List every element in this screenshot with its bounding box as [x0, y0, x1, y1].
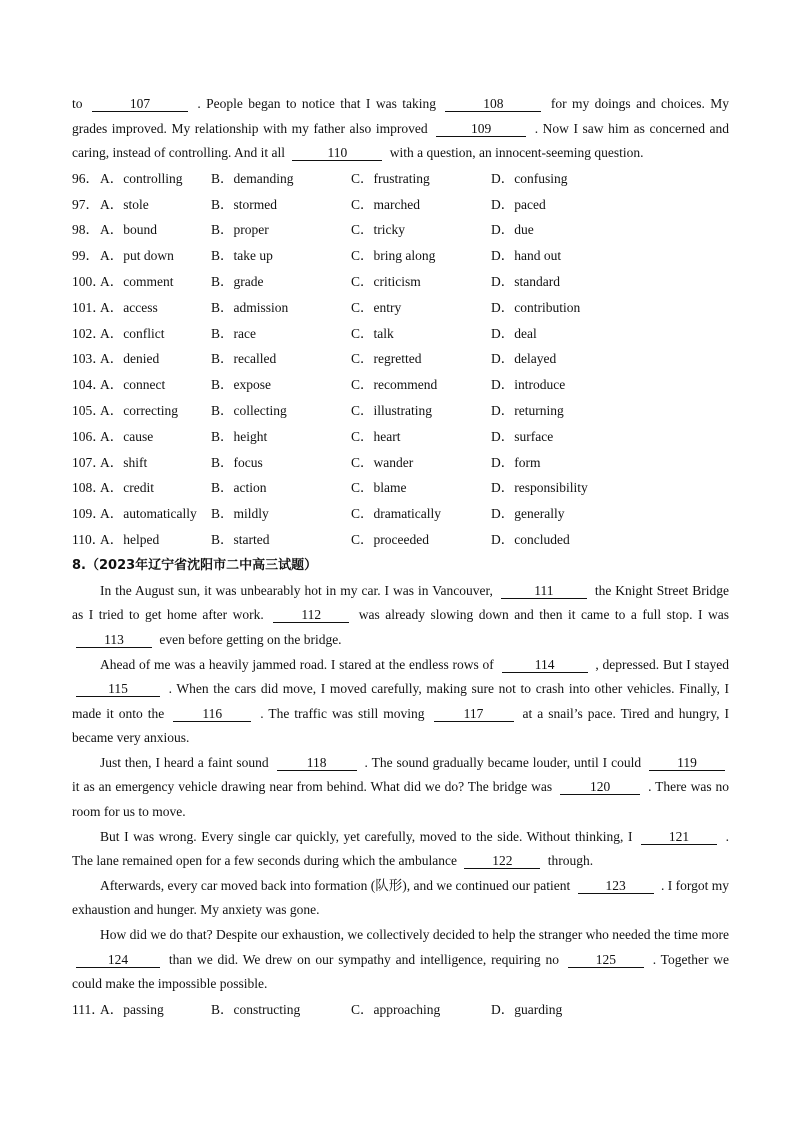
- passage-8-paragraph: [72, 751, 729, 825]
- option-a[interactable]: A．cause: [100, 428, 154, 444]
- answer-blank-117[interactable]: 117: [434, 707, 514, 722]
- option-b[interactable]: B．focus: [211, 454, 263, 470]
- answer-blank-114[interactable]: 114: [502, 658, 588, 673]
- question-number: 109．: [72, 506, 106, 522]
- passage-text: . People began to notice that I was taking: [197, 96, 436, 111]
- option-a[interactable]: A．stole: [100, 196, 149, 212]
- option-d[interactable]: D．deal: [491, 325, 537, 341]
- option-b[interactable]: B．demanding: [211, 170, 294, 186]
- option-b[interactable]: B．expose: [211, 377, 271, 393]
- option-d[interactable]: D．form: [491, 454, 541, 470]
- option-a[interactable]: A．shift: [100, 454, 148, 470]
- question-number: 107．: [72, 454, 106, 470]
- option-b[interactable]: B．mildly: [211, 506, 269, 522]
- question-number: 110．: [72, 531, 106, 547]
- passage-8-paragraph: [72, 825, 729, 874]
- question-row: [72, 192, 729, 218]
- option-c[interactable]: C．talk: [351, 325, 394, 341]
- option-b[interactable]: B．recalled: [211, 351, 277, 367]
- passage-text: Ahead of me was a heavily jammed road. I stared at the endless rows of: [100, 656, 494, 672]
- option-a[interactable]: A．automatically: [100, 506, 197, 522]
- passage-8-paragraph: [72, 874, 729, 923]
- option-c[interactable]: C．heart: [351, 428, 401, 444]
- passage-text: at a snail’s pace. Tired and hungry, I became very anxious.: [72, 705, 730, 746]
- option-a[interactable]: A．comment: [100, 273, 174, 289]
- question-list-96-110: [72, 166, 729, 553]
- option-a[interactable]: A．correcting: [100, 402, 178, 418]
- question-row: [72, 217, 729, 243]
- passage-text: . I forgot my exhaustion and hunger. My anxiety was gone.: [72, 877, 730, 918]
- option-d[interactable]: D．delayed: [491, 351, 557, 367]
- answer-blank-120[interactable]: 120: [560, 780, 640, 795]
- option-c[interactable]: C．tricky: [351, 222, 405, 238]
- passage-8-paragraph: [72, 579, 729, 653]
- option-b[interactable]: B．constructing: [211, 1001, 301, 1017]
- question-number: 97．: [72, 196, 99, 212]
- question-row: [72, 997, 729, 1023]
- passage-text: was already slowing down and then it came to a full stop. I was: [358, 607, 730, 623]
- option-c[interactable]: C．approaching: [351, 1001, 441, 1017]
- option-b[interactable]: B．proper: [211, 222, 269, 238]
- passage-text: with a question, an innocent-seeming question.: [389, 145, 644, 161]
- option-b[interactable]: B．collecting: [211, 402, 287, 418]
- option-d[interactable]: D．concluded: [491, 531, 570, 547]
- question-row: [72, 527, 729, 553]
- option-d[interactable]: D．returning: [491, 402, 564, 418]
- question-row: [72, 501, 729, 527]
- section-8-heading: 8.（2023年辽宁省沈阳市二中高三试题）: [72, 557, 318, 573]
- option-b[interactable]: B．started: [211, 531, 270, 547]
- answer-blank-123[interactable]: 123: [578, 879, 654, 894]
- option-a[interactable]: A．credit: [100, 480, 154, 496]
- option-b[interactable]: B．admission: [211, 299, 289, 315]
- passage-text: . When the cars did move, I moved carefully, making sure not to crash into other vehicles. Finally, I made it onto the: [72, 681, 730, 721]
- question-number: 102．: [72, 325, 106, 341]
- answer-blank-108[interactable]: 108: [445, 97, 541, 112]
- answer-blank-121[interactable]: 121: [641, 830, 717, 845]
- passage-8-paragraph: [72, 653, 729, 751]
- question-number: 105．: [72, 402, 106, 418]
- answer-blank-115[interactable]: 115: [76, 682, 160, 697]
- question-number: 106．: [72, 428, 106, 444]
- option-a[interactable]: A．bound: [100, 222, 157, 238]
- passage-text: How did we do that? Despite our exhaustion, we collectively decided to help the stranger who needed the time more: [100, 927, 729, 943]
- question-row: [72, 450, 729, 476]
- option-a[interactable]: A．access: [100, 299, 158, 315]
- question-number: 98．: [72, 222, 99, 238]
- answer-blank-109[interactable]: 109: [436, 122, 526, 137]
- passage-text: , depressed. But I stayed: [595, 656, 730, 672]
- option-b[interactable]: B．action: [211, 480, 267, 496]
- question-row: [72, 424, 729, 450]
- answer-blank-124[interactable]: 124: [76, 953, 160, 968]
- option-d[interactable]: D．responsibility: [491, 480, 588, 496]
- question-row: [72, 372, 729, 398]
- passage-7-continuation: [72, 92, 729, 166]
- answer-blank-111[interactable]: 111: [501, 584, 587, 599]
- question-number: 96．: [72, 170, 99, 186]
- option-b[interactable]: B．grade: [211, 273, 264, 289]
- question-number: 108．: [72, 480, 106, 496]
- passage-text: Afterwards, every car moved back into formation (队形), and we continued our patient: [100, 877, 571, 893]
- option-a[interactable]: A．put down: [100, 248, 174, 264]
- question-number: 103．: [72, 351, 106, 367]
- option-c[interactable]: C．bring along: [351, 248, 436, 264]
- option-c[interactable]: C．marched: [351, 196, 420, 212]
- passage-text: Just then, I heard a faint sound: [100, 754, 269, 770]
- passage-text: But I was wrong. Every single car quickly, yet carefully, moved to the side. Without thinking, I: [100, 828, 633, 844]
- option-c[interactable]: C．wander: [351, 454, 414, 470]
- passage-text: In the August sun, it was unbearably hot in my car. I was in Vancouver,: [100, 582, 493, 598]
- option-d[interactable]: D．contribution: [491, 299, 581, 315]
- answer-blank-107[interactable]: 107: [92, 97, 188, 112]
- passage-text: than we did. We drew on our sympathy and intelligence, requiring no: [168, 951, 559, 967]
- passage-text: for my doings and choices. My grades improved. My relationship with my father also improved: [72, 96, 730, 136]
- passage-8: [72, 579, 729, 997]
- answer-blank-119[interactable]: 119: [649, 756, 725, 771]
- exam-page: [72, 92, 729, 1023]
- passage-text: . Together we could make the impossible possible.: [72, 951, 730, 992]
- option-d[interactable]: D．surface: [491, 428, 554, 444]
- option-b[interactable]: B．race: [211, 325, 256, 341]
- question-row: [72, 321, 729, 347]
- option-d[interactable]: D．standard: [491, 273, 560, 289]
- option-d[interactable]: D．paced: [491, 196, 546, 212]
- option-a[interactable]: A．denied: [100, 351, 160, 367]
- option-b[interactable]: B．take up: [211, 248, 273, 264]
- option-d[interactable]: D．hand out: [491, 248, 562, 264]
- passage-text: . The traffic was still moving: [260, 705, 425, 721]
- question-number: 101．: [72, 299, 106, 315]
- passage-text: through.: [547, 853, 594, 869]
- answer-blank-118[interactable]: 118: [277, 756, 357, 771]
- option-c[interactable]: C．blame: [351, 480, 407, 496]
- answer-blank-112[interactable]: 112: [273, 608, 349, 623]
- option-d[interactable]: D．generally: [491, 506, 565, 522]
- option-a[interactable]: A．helped: [100, 531, 160, 547]
- passage-text: . The lane remained open for a few seconds during which the ambulance: [72, 828, 730, 869]
- question-row: [72, 398, 729, 424]
- question-row: [72, 243, 729, 269]
- option-c[interactable]: C．entry: [351, 299, 402, 315]
- passage-text: . There was no room for us to move.: [72, 779, 730, 820]
- option-b[interactable]: B．height: [211, 428, 268, 444]
- option-c[interactable]: C．recommend: [351, 377, 438, 393]
- option-d[interactable]: D．confusing: [491, 170, 568, 186]
- option-c[interactable]: C．criticism: [351, 273, 421, 289]
- option-b[interactable]: B．stormed: [211, 196, 277, 212]
- question-number: 111．: [72, 1001, 105, 1017]
- option-a[interactable]: A．passing: [100, 1001, 164, 1017]
- option-d[interactable]: D．guarding: [491, 1001, 563, 1017]
- question-row: [72, 269, 729, 295]
- answer-blank-125[interactable]: 125: [568, 953, 644, 968]
- question-row: [72, 295, 729, 321]
- question-row: [72, 166, 729, 192]
- option-a[interactable]: A．controlling: [100, 170, 183, 186]
- answer-blank-116[interactable]: 116: [173, 707, 251, 722]
- answer-blank-110[interactable]: 110: [292, 146, 382, 161]
- question-row: [72, 475, 729, 501]
- passage-text: it as an emergency vehicle drawing near from behind. What did we do? The bridge was: [72, 779, 553, 795]
- option-a[interactable]: A．conflict: [100, 325, 165, 341]
- passage-8-paragraph: [72, 923, 729, 997]
- passage-text: . The sound gradually became louder, until I could: [364, 754, 642, 770]
- question-number: 99．: [72, 248, 99, 264]
- question-list-111: [72, 997, 729, 1023]
- answer-blank-113[interactable]: 113: [76, 633, 152, 648]
- passage-text: to: [72, 96, 83, 111]
- option-a[interactable]: A．connect: [100, 377, 166, 393]
- option-d[interactable]: D．introduce: [491, 377, 566, 393]
- question-number: 100．: [72, 273, 106, 289]
- option-c[interactable]: C．dramatically: [351, 506, 441, 522]
- answer-blank-122[interactable]: 122: [464, 854, 540, 869]
- passage-text: . Now I saw him as concerned and caring, instead of controlling. And it all: [72, 120, 730, 161]
- option-d[interactable]: D．due: [491, 222, 534, 238]
- question-row: [72, 346, 729, 372]
- passage-text: the Knight Street Bridge as I tried to get home after work.: [72, 582, 730, 623]
- option-c[interactable]: C．proceeded: [351, 531, 429, 547]
- option-c[interactable]: C．regretted: [351, 351, 422, 367]
- option-c[interactable]: C．illustrating: [351, 402, 432, 418]
- option-c[interactable]: C．frustrating: [351, 170, 430, 186]
- question-number: 104．: [72, 377, 106, 393]
- passage-text: even before getting on the bridge.: [159, 631, 342, 647]
